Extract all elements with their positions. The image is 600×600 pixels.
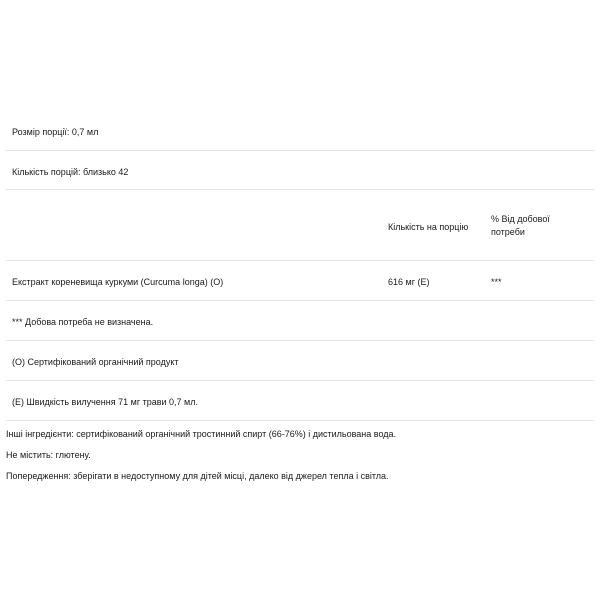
serving-size-row bbox=[6, 111, 594, 151]
ingredient-daily-value: *** bbox=[491, 277, 502, 287]
table-header-row bbox=[6, 190, 594, 261]
amount-per-serving-header: Кількість на порцію bbox=[388, 222, 469, 232]
ingredient-amount: 616 мг (E) bbox=[388, 277, 430, 287]
other-ingredients: Інші інгредієнти: сертифікований органічний тростинний спирт (66-76%) і дистильована вода. bbox=[6, 429, 397, 439]
ingredient-name: Екстракт кореневища куркуми (Curcuma longa) (O) bbox=[12, 277, 224, 287]
ingredient-row bbox=[6, 261, 594, 301]
serving-size-text: Розмір порції: 0,7 мл bbox=[12, 127, 99, 137]
does-not-contain: Не містить: глютену. bbox=[6, 450, 91, 460]
servings-count-text: Кількість порцій: близько 42 bbox=[12, 167, 129, 177]
daily-value-header: % Від добової потреби bbox=[491, 214, 550, 237]
note-extraction: (E) Швидкість вилучення 71 мг трави 0,7 мл. bbox=[12, 397, 198, 407]
note-row bbox=[6, 381, 594, 421]
note-row bbox=[6, 301, 594, 341]
product-footer bbox=[6, 429, 396, 492]
note-daily-value: *** Добова потреба не визначена. bbox=[12, 317, 154, 327]
note-organic: (O) Сертифікований органічний продукт bbox=[12, 357, 179, 367]
warning-text: Попередження: зберігати в недоступному для дітей місці, далеко від джерел тепла і світла. bbox=[6, 471, 389, 481]
supplement-facts-table bbox=[6, 111, 594, 421]
servings-count-row bbox=[6, 151, 594, 190]
note-row bbox=[6, 341, 594, 381]
